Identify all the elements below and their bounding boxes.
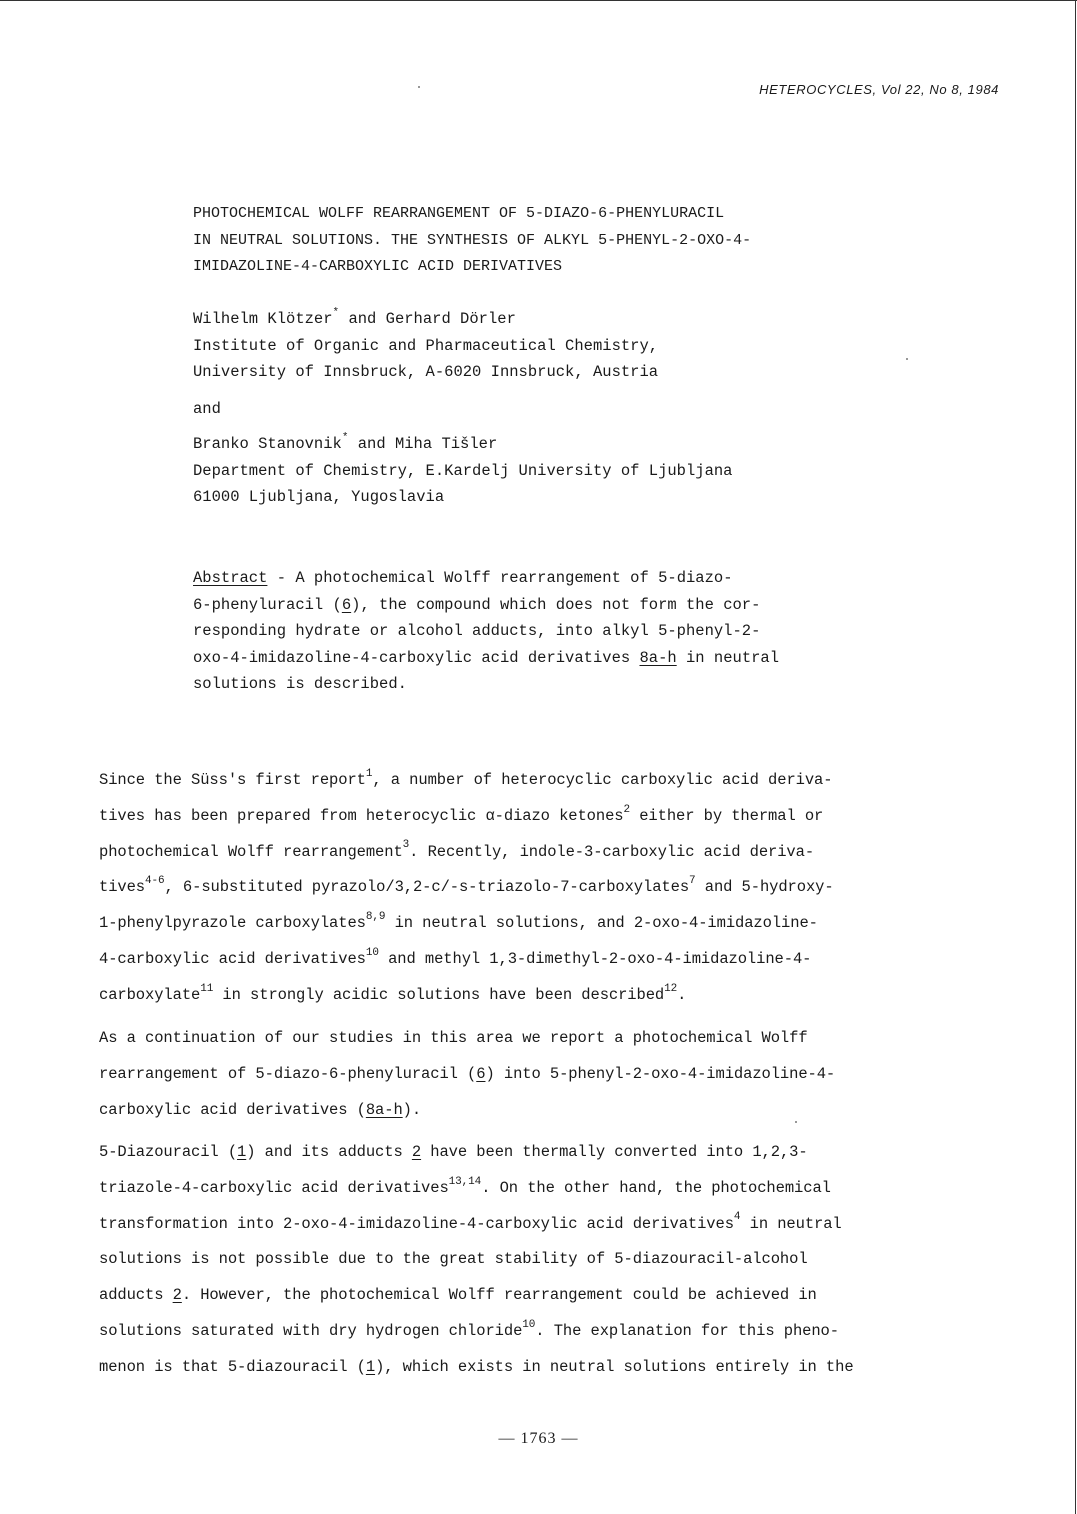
paper-title xyxy=(193,201,953,281)
text: tives xyxy=(99,878,146,897)
author-name: and Gerhard Dörler xyxy=(339,310,516,328)
author-name: Wilhelm Klötzer xyxy=(193,310,333,328)
body-line xyxy=(99,835,979,871)
text: Since the Süss's first report xyxy=(99,771,366,789)
reference-superscript: 2 xyxy=(623,803,631,816)
text: in neutral solutions, and 2-oxo-4-imidazoline- xyxy=(385,914,818,933)
body-line xyxy=(99,978,979,1014)
text: have been thermally converted into 1,2,3- xyxy=(421,1143,808,1161)
author-names xyxy=(193,306,953,333)
affiliation-line: Institute of Organic and Pharmaceutical Chemistry, xyxy=(193,336,659,355)
text: carboxylic acid derivatives ( xyxy=(99,1100,366,1119)
reference-superscript: 1 xyxy=(365,767,373,780)
text: transformation into 2-oxo-4-imidazoline-4-carboxylic acid derivatives xyxy=(99,1214,734,1233)
text: and methyl 1,3-dimethyl-2-oxo-4-imidazoline-4- xyxy=(378,949,812,968)
scan-speck xyxy=(418,86,420,88)
corresponding-mark: * xyxy=(341,431,349,444)
text: ). xyxy=(402,1100,422,1119)
body-paragraph-1 xyxy=(99,763,979,1014)
abstract-line: responding hydrate or alcohol adducts, into alkyl 5-phenyl-2- xyxy=(193,622,761,640)
abstract-line xyxy=(193,592,953,619)
text: tives has been prepared from heterocyclic α-diazo ketones xyxy=(99,806,624,825)
compound-number: 2 xyxy=(172,1286,182,1305)
reference-superscript: 10 xyxy=(365,946,379,959)
body-line xyxy=(99,1057,979,1093)
text: menon is that 5-diazouracil ( xyxy=(99,1357,366,1376)
author-name: and Miha Tišler xyxy=(348,435,498,453)
body-paragraph-3 xyxy=(99,1135,979,1386)
abstract-line xyxy=(193,565,953,592)
text: . On the other hand, the photochemical xyxy=(481,1178,831,1197)
body-line xyxy=(99,942,979,978)
abstract-label: Abstract xyxy=(193,569,268,587)
text: ) into 5-phenyl-2-oxo-4-imidazoline-4- xyxy=(485,1064,836,1083)
reference-superscript: 11 xyxy=(200,982,214,995)
text: - A photochemical Wolff rearrangement of 5-diazo- xyxy=(267,569,733,587)
body-line xyxy=(99,1135,979,1171)
text: ), which exists in neutral solutions entirely in the xyxy=(375,1357,854,1376)
body-line: solutions is not possible due to the great stability of 5-diazouracil-alcohol xyxy=(99,1250,808,1269)
text: 4-carboxylic acid derivatives xyxy=(99,949,366,968)
compound-number: 1 xyxy=(365,1357,376,1376)
body-line xyxy=(99,799,979,835)
compound-number: 8a-h xyxy=(639,648,677,667)
body-line xyxy=(99,1207,979,1243)
abstract-line xyxy=(193,645,953,672)
text: ), the compound which does not form the cor- xyxy=(351,595,761,614)
title-line-3: IMIDAZOLINE-4-CARBOXYLIC ACID DERIVATIVES xyxy=(193,258,563,275)
text: carboxylate xyxy=(99,985,201,1004)
reference-superscript: 13,14 xyxy=(448,1175,482,1188)
author-block-innsbruck xyxy=(193,306,953,386)
text: photochemical Wolff rearrangement xyxy=(99,842,403,861)
text: triazole-4-carboxylic acid derivatives xyxy=(99,1178,449,1197)
body-line xyxy=(99,1093,979,1129)
compound-number: 1 xyxy=(237,1143,247,1161)
affiliation-line: Department of Chemistry, E.Kardelj University of Ljubljana xyxy=(193,461,733,480)
and-separator xyxy=(193,396,953,423)
text: and 5-hydroxy- xyxy=(695,878,834,897)
text: adducts xyxy=(99,1286,173,1305)
text: either by thermal or xyxy=(630,806,824,825)
affiliation-line: 61000 Ljubljana, Yugoslavia xyxy=(193,488,445,506)
reference-superscript: 4 xyxy=(733,1211,741,1224)
text: oxo-4-imidazoline-4-carboxylic acid derivatives xyxy=(193,648,640,667)
compound-number: 2 xyxy=(411,1143,422,1161)
text: . Recently, indole-3-carboxylic acid deriva- xyxy=(409,842,815,861)
reference-superscript: 8,9 xyxy=(365,911,386,924)
text: . However, the photochemical Wolff rearrangement could be achieved in xyxy=(181,1286,817,1305)
body-line xyxy=(99,1278,979,1314)
text: 5-Diazouracil ( xyxy=(99,1143,238,1161)
body-paragraph-2 xyxy=(99,1021,979,1128)
text: in strongly acidic solutions have been described xyxy=(213,985,665,1004)
reference-superscript: 4-6 xyxy=(145,875,165,888)
abstract-line: solutions is described. xyxy=(193,675,407,693)
text: ) and its adducts xyxy=(246,1143,412,1161)
compound-number: 6 xyxy=(476,1064,486,1083)
author-block-ljubljana xyxy=(193,431,953,511)
body-line: As a continuation of our studies in this area we report a photochemical Wolff xyxy=(99,1029,808,1047)
body-line xyxy=(99,870,979,906)
body-line xyxy=(99,1350,979,1386)
reference-superscript: 7 xyxy=(689,875,696,888)
journal-header: HETEROCYCLES, Vol 22, No 8, 1984 xyxy=(759,82,999,97)
affiliation-line: University of Innsbruck, A-6020 Innsbruck, Austria xyxy=(193,363,659,381)
abstract xyxy=(193,565,953,698)
body-line xyxy=(99,1314,979,1350)
text: 1-phenylpyrazole carboxylates xyxy=(99,914,366,933)
body-line xyxy=(99,763,979,799)
and-word: and xyxy=(193,400,221,418)
page-border-right xyxy=(1075,0,1076,1514)
title-line-1: PHOTOCHEMICAL WOLFF REARRANGEMENT OF 5-DIAZO-6-PHENYLURACIL xyxy=(193,205,725,222)
page-number: — 1763 — xyxy=(498,1430,579,1447)
text: rearrangement of 5-diazo-6-phenyluracil ( xyxy=(99,1064,477,1083)
reference-superscript: 3 xyxy=(402,839,410,852)
author-name: Branko Stanovnik xyxy=(193,435,342,453)
body-line xyxy=(99,906,979,942)
page-border-top xyxy=(0,0,1077,1)
text: . xyxy=(677,985,687,1004)
reference-superscript: 10 xyxy=(522,1318,536,1331)
text: , a number of heterocyclic carboxylic acid deriva- xyxy=(372,771,833,789)
text: , 6-substituted pyrazolo/3,2-c/-s-triazolo-7-carboxylates xyxy=(164,878,690,897)
title-line-2: IN NEUTRAL SOLUTIONS. THE SYNTHESIS OF ALKYL 5-PHENYL-2-OXO-4- xyxy=(193,231,752,249)
reference-superscript: 12 xyxy=(664,982,678,995)
text: 6-phenyluracil ( xyxy=(193,595,342,614)
corresponding-mark: * xyxy=(332,306,340,319)
compound-number: 8a-h xyxy=(365,1100,403,1119)
text: . The explanation for this pheno- xyxy=(535,1321,839,1340)
text: in neutral xyxy=(740,1214,842,1233)
author-names xyxy=(193,431,953,458)
compound-number: 6 xyxy=(341,595,352,614)
text: solutions saturated with dry hydrogen chloride xyxy=(99,1321,523,1340)
text: in neutral xyxy=(676,648,780,667)
body-line xyxy=(99,1171,979,1207)
